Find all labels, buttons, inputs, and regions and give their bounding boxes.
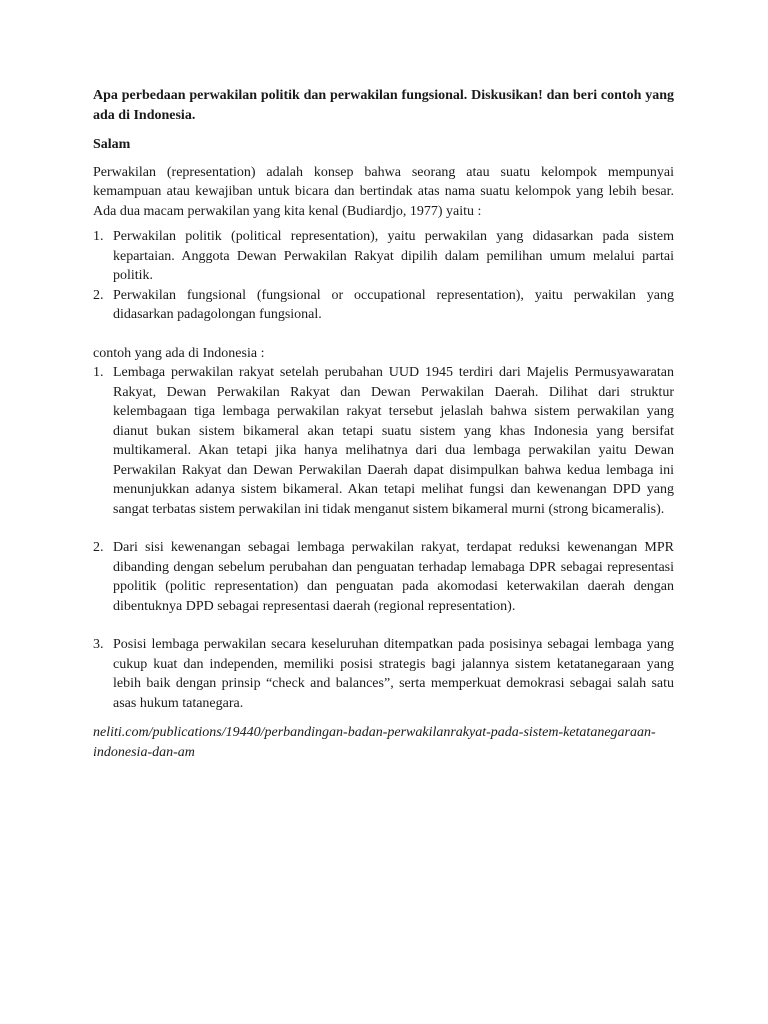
list-number: 2.	[93, 540, 104, 555]
list-item-text: Dari sisi kewenangan sebagai lembaga perwakilan rakyat, terdapat reduksi kewenangan MPR dibanding dengan sebelum perubahan dan penguatan terhadap lemabaga DPR sebagai representasi ppolitik (politic representation) dan penguatan pada akomodasi keterwakilan daerah dengan dibentuknya DPD sebagai representasi daerah (regional representation).	[113, 540, 674, 614]
examples-intro: contoh yang ada di Indonesia :	[93, 345, 265, 361]
list-item	[93, 538, 674, 616]
list-number: 1.	[93, 229, 104, 244]
list-item-text: Posisi lembaga perwakilan secara keseluruhan ditempatkan pada posisinya sebagai lembaga yang cukup kuat dan independen, memiliki posisi strategis bagi jalannya sistem ketatanegaraan yang lebih baik dengan prinsip “check and balances”, serta memperkuat demokrasi sebagai salah satu asas hukum tatanegara.	[113, 637, 674, 711]
question-heading: Apa perbedaan perwakilan politik dan perwakilan fungsional. Diskusikan! dan beri contoh yang ada di Indonesia.	[93, 88, 674, 123]
list-item	[93, 363, 674, 519]
list-item	[93, 635, 674, 713]
intro-paragraph: Perwakilan (representation) adalah konsep bahwa seorang atau suatu kelompok mempunyai kemampuan atau kewajiban untuk bicara dan bertindak atas nama suatu kelompok yang lebih besar. Ada dua macam perwakilan yang kita kenal (Budiardjo, 1977) yaitu :	[93, 164, 674, 219]
list-number: 3.	[93, 637, 104, 652]
representation-types-list	[93, 227, 674, 325]
list-item-text: Lembaga perwakilan rakyat setelah perubahan UUD 1945 terdiri dari Majelis Permusyawaratan Rakyat, Dewan Perwakilan Rakyat dan Dewan Perwakilan Daerah. Dilihat dari struktur kelembagaan tiga lembaga perwakilan rakyat tersebut jelaslah bahwa sistem perwakilan yang dianut bukan sistem bikameral akan tetapi suatu sistem yang khas Indonesia yang bersifat multikameral. Akan tetapi jika hanya melihatnya dari dua lembaga perwakilan yaitu Dewan Perwakilan Rakyat dan Dewan Perwakilan Daerah dapat disimpulkan bahwa kedua lembaga ini menunjukkan adanya sistem bikameral. Akan tetapi melihat fungsi dan kewenangan DPD yang sangat terbatas sistem perwakilan ini tidak menganut sistem bikameral murni (strong bicameralis).	[113, 365, 674, 517]
source-citation: neliti.com/publications/19440/perbandingan-badan-perwakilanrakyat-pada-sistem-ketatanegaraan-indonesia-dan-am	[93, 725, 656, 760]
list-item-text: Perwakilan politik (political representation), yaitu perwakilan yang didasarkan pada sistem kepartaian. Anggota Dewan Perwakilan Rakyat dipilih dalam pemilihan umum melalui partai politik.	[113, 229, 674, 283]
list-item-text: Perwakilan fungsional (fungsional or occupational representation), yaitu perwakilan yang didasarkan padagolongan fungsional.	[113, 287, 674, 322]
list-number: 2.	[93, 287, 104, 303]
list-item	[93, 227, 674, 286]
greeting: Salam	[93, 137, 131, 152]
list-number: 1.	[93, 365, 104, 380]
list-item	[93, 286, 674, 325]
examples-list	[93, 363, 674, 713]
